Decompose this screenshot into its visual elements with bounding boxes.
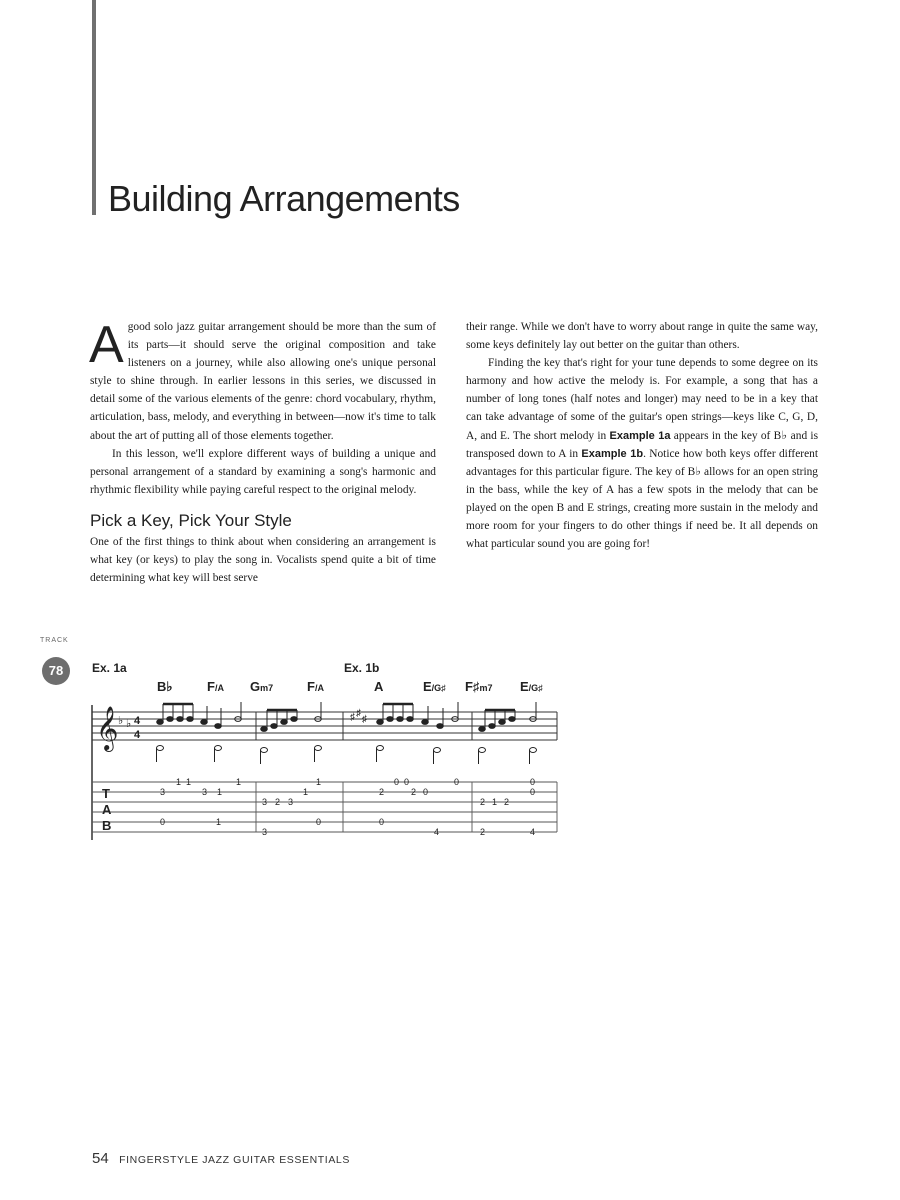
tab-clef-a: A: [102, 802, 112, 817]
fret-number: 2: [504, 797, 510, 807]
fret-number: 0: [316, 817, 322, 827]
page-title: Building Arrangements: [108, 178, 460, 219]
chord-symbols: [157, 679, 543, 694]
fret-number: 3: [288, 797, 294, 807]
fret-number: 1: [236, 777, 242, 787]
chord-symbol: B♭: [157, 679, 173, 694]
example-text-3: . Notice how both keys offer different advantages for this particular figure. The key of B♭ allows for an open string in the bass, while the key of A has a few spots in the melody that can be played on the open B and E strings, creating more sustain in the melody and more room for your fingers to do other things if need be. It all depends on what particular sound you are going for!: [466, 447, 818, 551]
fret-number: 0: [530, 777, 536, 787]
example-text-1: Finding the key that's right for your tune depends to some degree on its harmony and how active the melody is. For example, a song that has a number of long tones (half notes and longer) may need to be in a key that can take advantage of some of the guitar's open strings—keys like C, G, D, A, and E. The short melody in: [466, 357, 818, 442]
key-signature-sharp-icon: ♯: [356, 708, 361, 719]
fret-number: 1: [186, 777, 192, 787]
example-text-2: appears in the key of B♭ and is transposed down to A in: [466, 429, 818, 460]
fret-number: 2: [480, 827, 486, 837]
fret-number: 2: [411, 787, 417, 797]
page-number: 54: [92, 1150, 109, 1167]
bass-notes: [157, 746, 537, 765]
section-heading: Pick a Key, Pick Your Style: [90, 510, 292, 530]
tab-fret-numbers: [160, 777, 535, 837]
drop-cap: A: [89, 316, 124, 374]
key-paragraph: One of the first things to think about when considering an arrangement is what key (or keys) to play the song in. Vocalists spend quite a bit of time determining what key will best serve: [90, 535, 436, 585]
example-1b-ref: Example 1b: [581, 447, 644, 460]
fret-number: 3: [202, 787, 208, 797]
fret-number: 0: [530, 787, 536, 797]
track-label: TRACK: [40, 637, 69, 644]
fret-number: 0: [160, 817, 166, 827]
time-signature-bottom: 4: [134, 729, 141, 741]
fret-number: 0: [423, 787, 429, 797]
intro-text: good solo jazz guitar arrangement should be more than the sum of its parts—it should serve the original composition and take listeners on a journey, while also allowing one's unique personal style to shine through. In earlier lessons in this series, we discussed in detail some of the various elements of the genre: chord vocabulary, rhythm, articulation, bass, melody, and everything in between—now it's time to talk about the art of putting all of those elements together.: [90, 321, 436, 442]
chord-symbol: Gm7: [250, 679, 274, 694]
key-signature-flat-icon: ♭: [126, 718, 132, 730]
fret-number: 2: [275, 797, 281, 807]
track-number-badge: 78: [42, 657, 70, 685]
fret-number: 0: [454, 777, 460, 787]
fret-number: 1: [216, 817, 222, 827]
fret-number: 2: [480, 797, 486, 807]
fret-number: 1: [176, 777, 182, 787]
fret-number: 1: [492, 797, 498, 807]
fret-number: 0: [404, 777, 410, 787]
fret-number: 2: [379, 787, 385, 797]
fret-number: 3: [262, 827, 268, 837]
book-title: FINGERSTYLE JAZZ GUITAR ESSENTIALS: [119, 1154, 350, 1166]
lesson-paragraph: In this lesson, we'll explore different ways of building a unique and personal arrangement of a standard by examining a song's harmonic and rhythmic flexibility while paying careful respect to the original melody.: [90, 447, 436, 496]
fret-number: 0: [394, 777, 400, 787]
key-signature-flat-icon: ♭: [118, 715, 124, 727]
chord-symbol: E/G♯: [423, 679, 446, 694]
tab-clef-b: B: [102, 818, 112, 833]
range-paragraph: their range. While we don't have to worry about range in quite the same way, some keys definitely lay out better on the guitar than others.: [466, 321, 818, 352]
tab-clef-t: T: [102, 786, 110, 801]
fret-number: 1: [316, 777, 322, 787]
chord-symbol: E/G♯: [520, 679, 543, 694]
chord-symbol: F♯m7: [465, 679, 493, 694]
treble-clef-icon: 𝄞: [96, 708, 119, 750]
fret-number: 1: [303, 787, 309, 797]
melody-notes: [157, 702, 537, 731]
ex-1b-label: Ex. 1b: [344, 661, 380, 675]
ex-1a-label: Ex. 1a: [92, 661, 127, 675]
example-1a-ref: Example 1a: [609, 429, 671, 442]
key-signature-sharp-icon: ♯: [362, 714, 367, 725]
time-signature-top: 4: [134, 715, 141, 727]
fret-number: 0: [379, 817, 385, 827]
chord-symbol: A: [374, 679, 384, 694]
chord-symbol: F/A: [207, 679, 224, 694]
fret-number: 3: [160, 787, 166, 797]
fret-number: 4: [530, 827, 536, 837]
chord-symbol: F/A: [307, 679, 324, 694]
fret-number: 3: [262, 797, 268, 807]
fret-number: 1: [217, 787, 223, 797]
fret-number: 4: [434, 827, 440, 837]
page-footer: [92, 1150, 350, 1168]
key-signature-sharp-icon: ♯: [350, 712, 355, 723]
